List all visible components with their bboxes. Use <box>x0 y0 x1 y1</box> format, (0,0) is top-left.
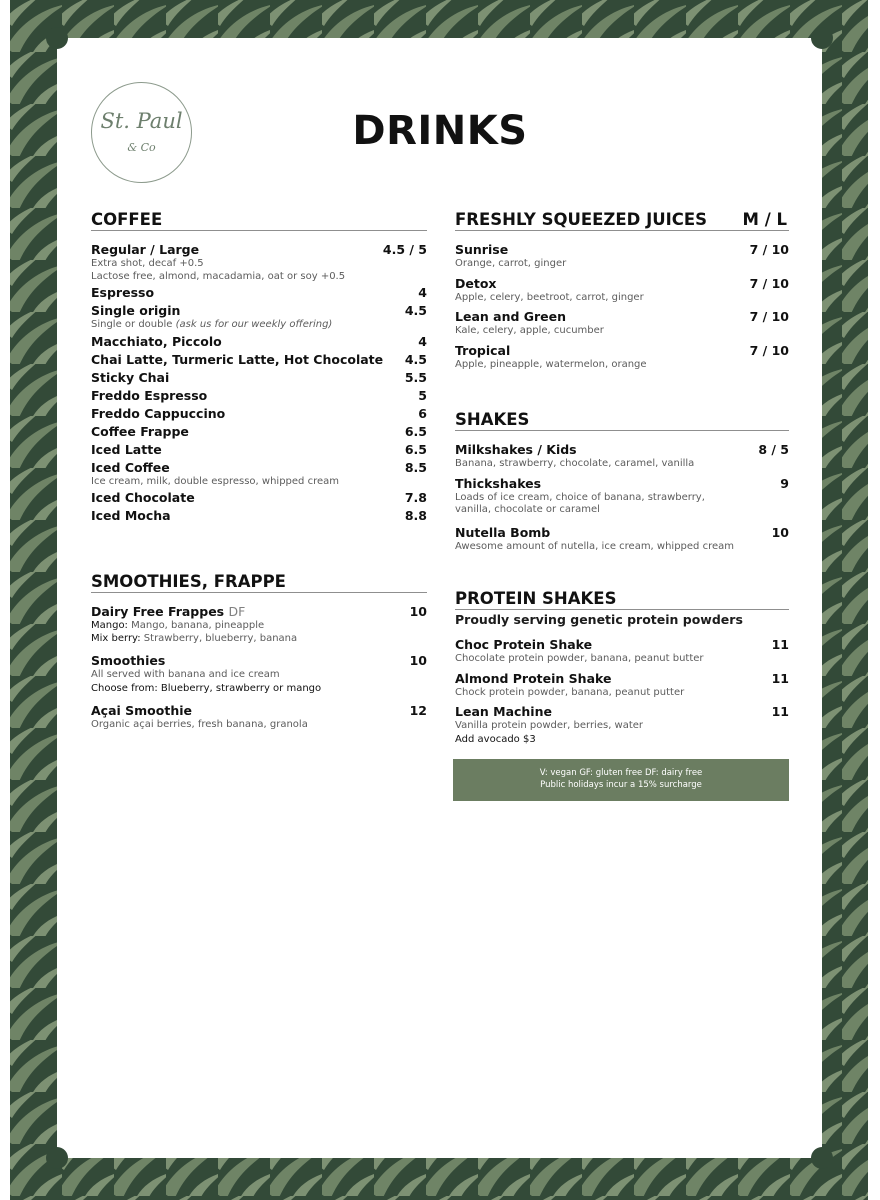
item-name: Espresso <box>91 285 155 300</box>
item-price: 4.5 / 5 <box>382 242 427 257</box>
menu-item <box>455 525 789 554</box>
logo-name: St. Paul <box>100 109 183 133</box>
menu-item <box>91 508 427 524</box>
item-price: 6.5 <box>404 441 427 457</box>
menu-item <box>455 637 789 666</box>
menu-item <box>455 442 789 471</box>
menu-item <box>91 303 427 332</box>
item-description <box>91 319 427 332</box>
section-title: FRESHLY SQUEEZED JUICES <box>455 210 708 229</box>
item-name: Açai Smoothie <box>91 702 192 718</box>
item-price: 10 <box>409 604 427 619</box>
logo-sub: & Co <box>127 141 156 154</box>
menu-item <box>455 309 789 338</box>
item-name: Milkshakes / Kids <box>455 442 577 457</box>
menu-item <box>91 460 427 489</box>
coffee-section <box>91 208 427 526</box>
item-price: 7 / 10 <box>749 242 789 257</box>
item-price: 8.8 <box>404 508 427 523</box>
section-title: SHAKES <box>455 410 530 429</box>
legend-footer <box>453 759 789 801</box>
page-title: DRINKS <box>352 108 528 154</box>
item-name <box>91 604 245 620</box>
item-variant <box>91 620 427 633</box>
item-price: 11 <box>771 670 789 686</box>
paper-corner-notch <box>811 27 833 49</box>
item-description: Vanilla protein powder, berries, water <box>455 720 644 731</box>
menu-item <box>91 334 427 350</box>
item-description: Chock protein powder, banana, peanut putter <box>455 686 685 698</box>
menu-item <box>455 704 789 746</box>
item-name: Lean Machine <box>455 704 552 719</box>
section-subtitle: Proudly serving genetic protein powders <box>455 612 743 627</box>
menu-item <box>91 388 427 404</box>
item-name: Lean and Green <box>455 309 567 324</box>
smoothies-section <box>91 570 427 736</box>
item-price: 8.5 <box>404 459 427 475</box>
protein-section <box>455 587 789 751</box>
item-price: 4.5 <box>404 303 427 318</box>
item-price: 7 / 10 <box>749 342 789 358</box>
menu-item <box>91 352 427 368</box>
menu-item <box>91 424 427 440</box>
item-description: vanilla, chocolate or caramel <box>455 504 600 515</box>
section-header <box>455 208 789 231</box>
section-header <box>455 587 789 610</box>
item-price: 5 <box>418 387 427 403</box>
menu-item <box>455 476 789 517</box>
item-price: 4.5 <box>404 351 427 367</box>
paper-corner-notch <box>46 27 68 49</box>
item-description: Organic açai berries, fresh banana, granola <box>91 718 308 730</box>
item-description: Awesome amount of nutella, ice cream, whipped cream <box>455 540 734 552</box>
item-name: Nutella Bomb <box>455 524 551 540</box>
item-description: Kale, celery, apple, cucumber <box>455 325 604 336</box>
section-title: SMOOTHIES, FRAPPE <box>91 572 286 591</box>
item-price: 6.5 <box>404 423 427 439</box>
item-name: Iced Chocolate <box>91 490 195 505</box>
item-name: Freddo Cappuccino <box>91 405 226 421</box>
item-price: 10 <box>771 524 789 540</box>
item-price: 7 / 10 <box>749 275 789 291</box>
item-name: Thickshakes <box>455 475 542 491</box>
item-name: Iced Coffee <box>91 459 170 475</box>
item-price: 7.8 <box>404 490 427 505</box>
item-name: Regular / Large <box>91 242 200 257</box>
surcharge-note: Public holidays incur a 15% surcharge <box>540 780 702 790</box>
st-paul-logo <box>91 82 192 183</box>
item-name: Almond Protein Shake <box>455 670 612 686</box>
size-header: M / L <box>742 210 787 229</box>
item-name: Macchiato, Piccolo <box>91 333 222 349</box>
item-name: Sticky Chai <box>91 369 170 385</box>
variant-text: Mango, banana, pineapple <box>131 620 265 631</box>
item-note: Choose from: Blueberry, strawberry or mango <box>91 682 322 694</box>
item-description: Ice cream, milk, double espresso, whipped cream <box>91 475 339 487</box>
menu-item-list <box>455 242 789 371</box>
item-variant <box>91 633 427 646</box>
menu-item <box>455 242 789 271</box>
item-price: 10 <box>409 653 427 668</box>
section-title: PROTEIN SHAKES <box>455 589 617 608</box>
item-price: 7 / 10 <box>749 309 789 324</box>
paper-corner-notch <box>811 1147 833 1169</box>
section-title: COFFEE <box>91 210 163 229</box>
variant-label: Mix berry: <box>91 632 141 644</box>
item-name: Detox <box>455 275 497 291</box>
item-name: Single origin <box>91 303 181 318</box>
menu-item <box>91 490 427 506</box>
item-description-note: (ask us for our weekly offering) <box>175 319 333 330</box>
item-name: Chai Latte, Turmeric Latte, Hot Chocolate <box>91 351 384 367</box>
item-description: Chocolate protein powder, banana, peanut butter <box>455 653 704 664</box>
section-header <box>455 408 789 431</box>
item-price: 6 <box>418 405 427 421</box>
section-header <box>91 570 427 593</box>
menu-item-list <box>455 637 789 746</box>
item-description: Lactose free, almond, macadamia, oat or soy +0.5 <box>91 270 346 282</box>
item-name: Smoothies <box>91 653 166 668</box>
item-name: Freddo Espresso <box>91 387 208 403</box>
variant-text: Strawberry, blueberry, banana <box>143 632 298 644</box>
dietary-tag: DF <box>228 604 246 619</box>
item-description: Orange, carrot, ginger <box>455 258 567 269</box>
item-price: 4 <box>418 285 427 300</box>
item-name-text: Dairy Free Frappes <box>91 604 225 619</box>
variant-label: Mango: <box>91 620 128 631</box>
menu-item <box>91 406 427 422</box>
juices-section <box>455 208 789 376</box>
paper-corner-notch <box>46 1147 68 1169</box>
item-description: Loads of ice cream, choice of banana, strawberry, <box>455 491 705 503</box>
menu-item <box>91 242 427 283</box>
item-price: 5.5 <box>404 369 427 385</box>
item-name: Coffee Frappe <box>91 423 189 439</box>
item-note: Add avocado $3 <box>455 733 536 745</box>
menu-item <box>91 442 427 458</box>
item-description: Banana, strawberry, chocolate, caramel, vanilla <box>455 458 695 469</box>
menu-item-list <box>91 604 427 731</box>
item-name: Iced Latte <box>91 441 162 457</box>
menu-item <box>91 653 427 695</box>
menu-item <box>91 604 427 645</box>
menu-item <box>91 285 427 301</box>
item-description: Apple, pineapple, watermelon, orange <box>455 358 647 370</box>
menu-item-list <box>455 442 789 553</box>
section-header <box>91 208 427 231</box>
item-description: Apple, celery, beetroot, carrot, ginger <box>455 291 644 303</box>
menu-item-list <box>91 242 427 524</box>
item-price: 9 <box>780 475 789 491</box>
menu-item <box>455 276 789 305</box>
item-price: 4 <box>418 333 427 349</box>
item-description-text: Single or double <box>91 319 173 330</box>
item-name: Tropical <box>455 342 511 358</box>
item-description: All served with banana and ice cream <box>91 669 280 680</box>
item-price: 12 <box>409 702 427 718</box>
item-description: Extra shot, decaf +0.5 <box>91 258 204 269</box>
shakes-section <box>455 408 789 558</box>
menu-item <box>91 370 427 386</box>
item-name: Sunrise <box>455 242 509 257</box>
menu-item <box>455 671 789 700</box>
item-price: 8 / 5 <box>758 442 789 457</box>
item-price: 11 <box>771 637 789 652</box>
item-name: Iced Mocha <box>91 508 171 523</box>
dietary-legend: V: vegan GF: gluten free DF: dairy free <box>539 768 703 778</box>
menu-item <box>455 343 789 372</box>
item-price: 11 <box>771 704 789 719</box>
menu-item <box>91 703 427 732</box>
item-name: Choc Protein Shake <box>455 637 593 652</box>
